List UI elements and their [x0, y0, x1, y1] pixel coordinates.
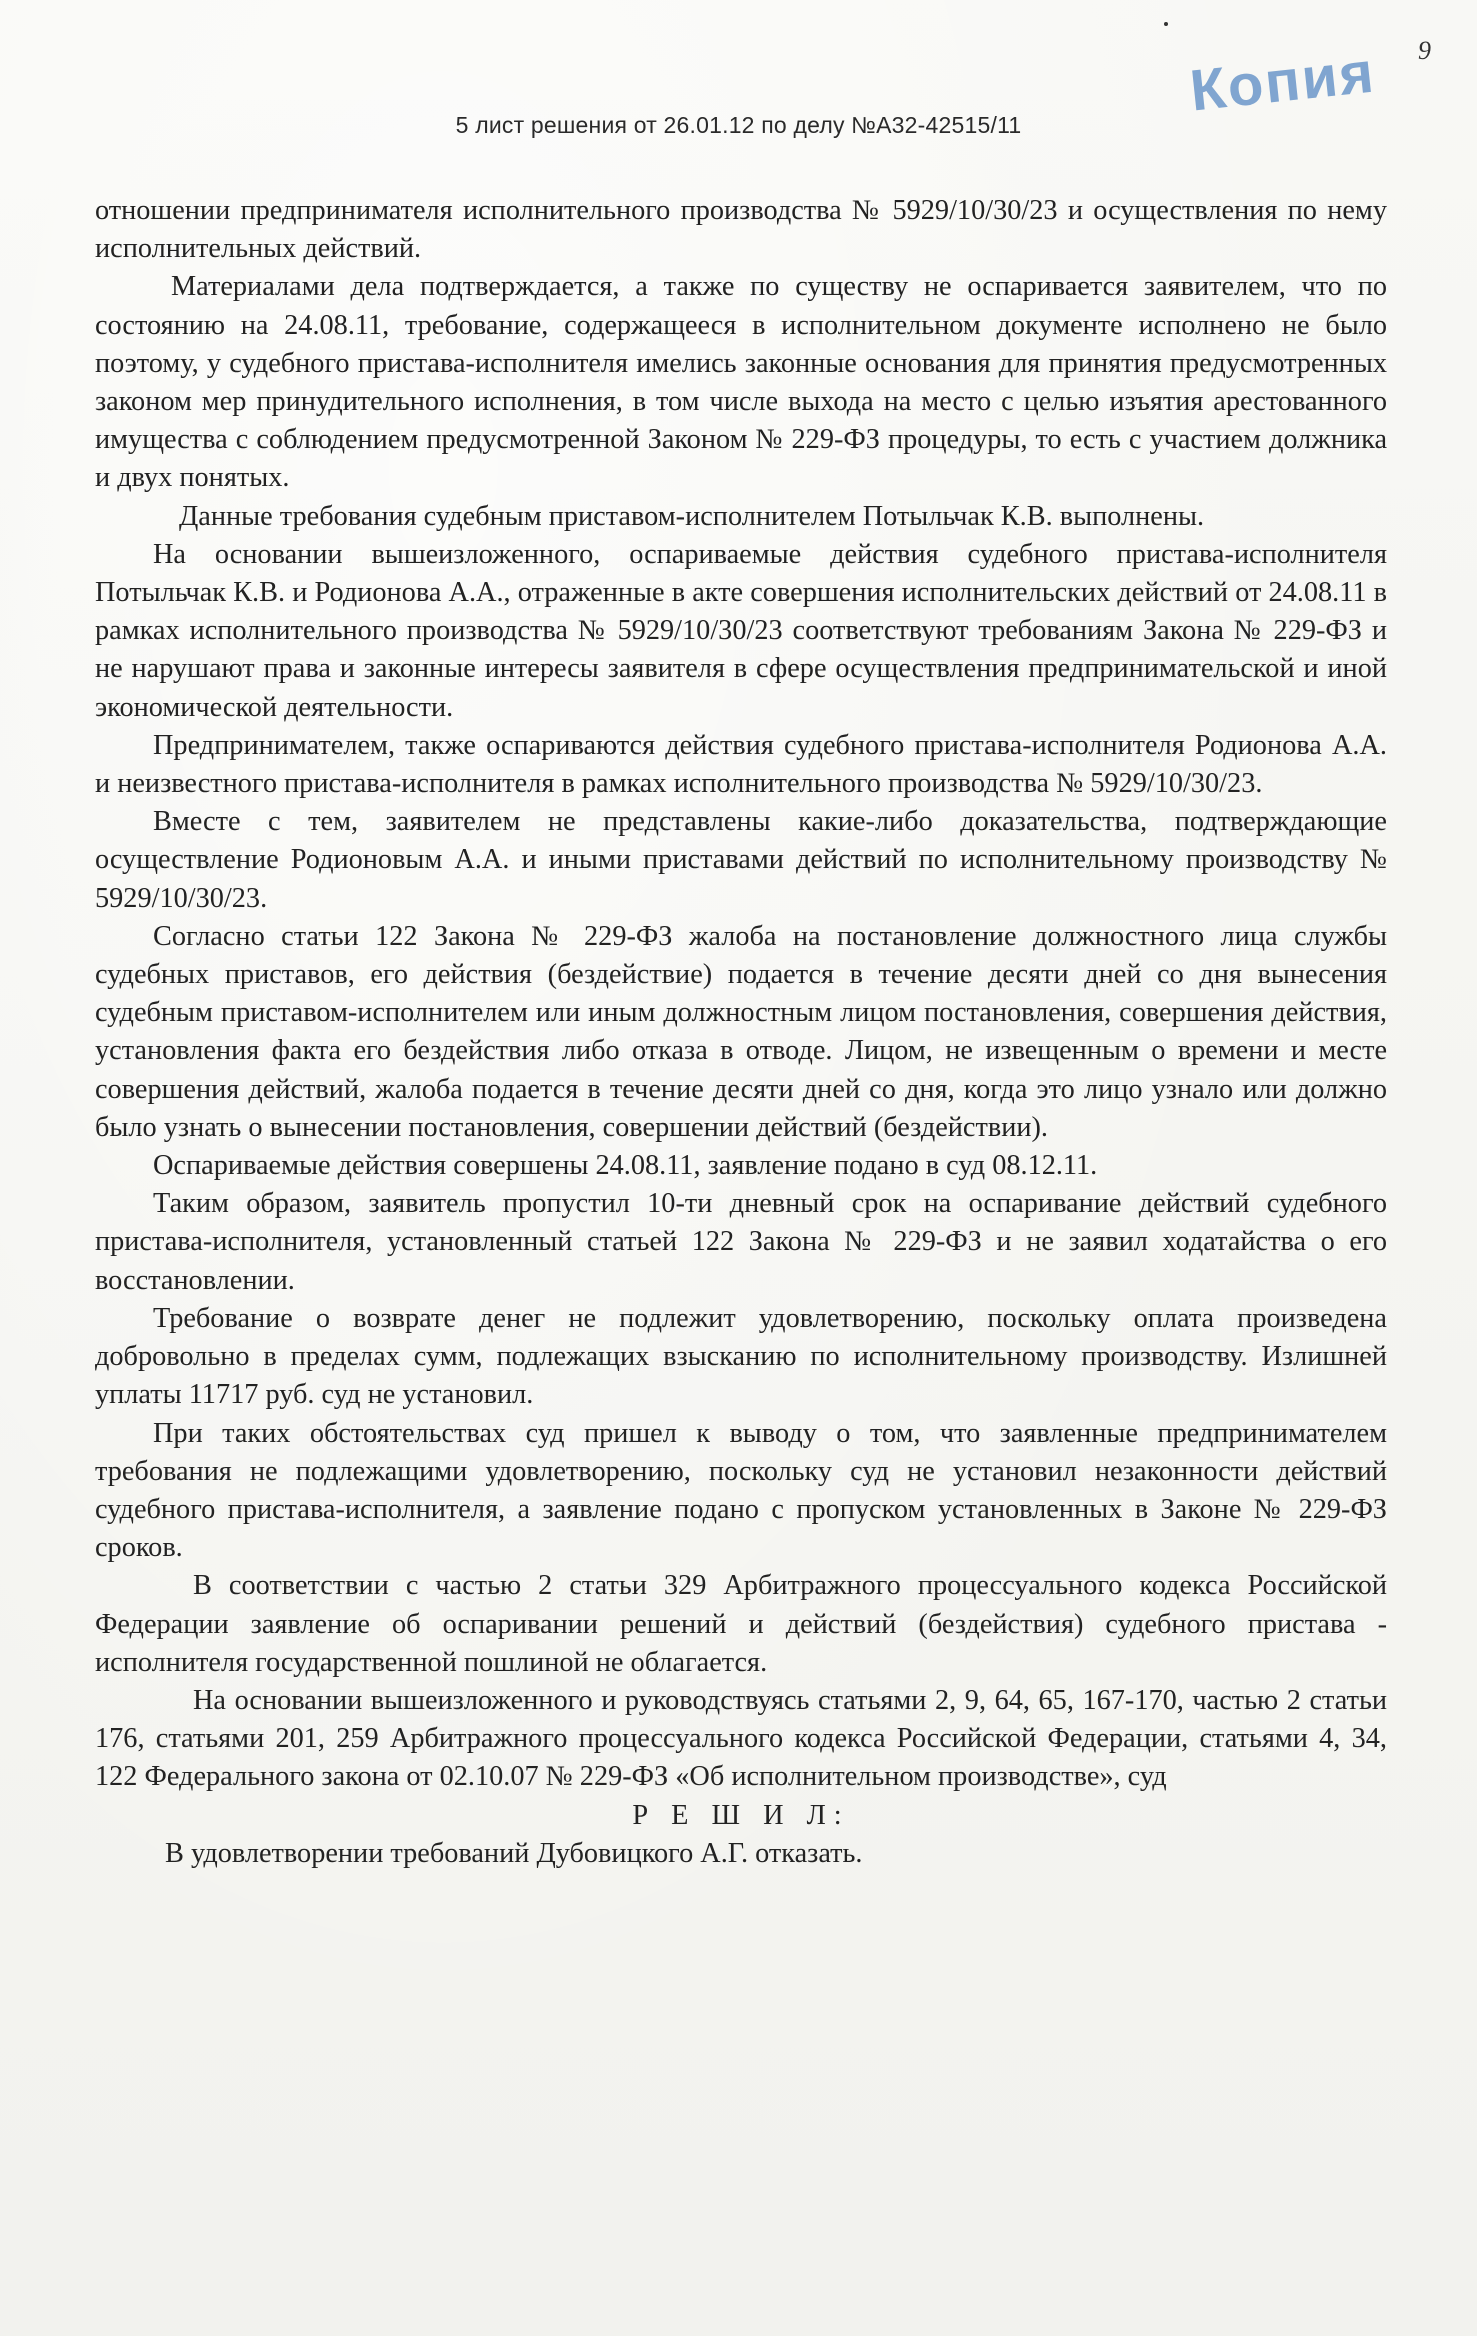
paragraph-requirements-fulfilled: Данные требования судебным приставом-исполнителем Потыльчак К.В. выполнены.: [179, 500, 1205, 532]
paragraph-missed-deadline: Таким образом, заявитель пропустил 10-ти дневный срок на оспаривание действий судебного пристава-исполнителя, установленный статьей 122 Закона № 229-ФЗ и не заявил ходатайства о его восстановлении.: [95, 1188, 1387, 1296]
paragraph-state-duty: В соответствии с частью 2 статьи 329 Арбитражного процессуального кодекса Российской Федерации заявление об оспаривании решений и действий (бездействия) судебного пристава - исполнителя государственной пошлиной не облагается.: [95, 1570, 1387, 1678]
paragraph-dates: Оспариваемые действия совершены 24.08.11, заявление подано в суд 08.12.11.: [153, 1150, 1098, 1182]
copy-stamp: Копия: [1187, 39, 1379, 124]
paragraph-court-findings: При таких обстоятельствах суд пришел к выводу о том, что заявленные предпринимателем требования не подлежащими удовлетворению, поскольку суд не установил незаконности действий судебного пристава-исполнителя, а заявление подано с пропуском установленных в Законе № 229-ФЗ сроков.: [95, 1417, 1387, 1564]
paragraph-materials: Материалами дела подтверждается, а также по существу не оспаривается заявителем, что по состоянию на 24.08.11, требование, содержащееся в исполнительном документе исполнено не было поэтому, у судебного пристава-исполнителя имелись законные основания для принятия предусмотренных законом мер принудительного исполнения, в том числе выхода на место с целью изъятия арестованного имущества с соблюдением предусмотренной Законом № 229-ФЗ процедуры, то есть с участием должника и двух понятых.: [95, 271, 1387, 494]
paragraph-refund-request: Требование о возврате денег не подлежит удовлетворению, поскольку оплата произведена добровольно в пределах сумм, подлежащих взысканию по исполнительному производству. Излишней уплаты 11717 руб. суд не установил.: [95, 1302, 1387, 1411]
document-body: [95, 192, 1387, 1873]
page-header: 5 лист решения от 26.01.12 по делу №А32-42515/11: [455, 112, 1022, 138]
paragraph-continuation: отношении предпринимателя исполнительного производства № 5929/10/30/23 и осуществления по нему исполнительных действий.: [95, 195, 1387, 265]
decision-heading: Р Е Ш И Л:: [632, 1799, 850, 1831]
paragraph-legal-basis: На основании вышеизложенного и руководствуясь статьями 2, 9, 64, 65, 167-170, частью 2 статьи 176, статьями 201, 259 Арбитражного процессуального кодекса Российской Федерации, статьями 4, 34, 122 Федерального закона от 02.10.07 № 229-ФЗ «Об исполнительном производстве», суд: [95, 1684, 1387, 1793]
paragraph-contested-actions: Предпринимателем, также оспариваются действия судебного пристава-исполнителя Родионова А.А. и неизвестного пристава-исполнителя в рамках исполнительного производства № 5929/10/30/23.: [95, 729, 1387, 800]
paragraph-article-122: Согласно статьи 122 Закона № 229-ФЗ жалоба на постановление должностного лица службы судебных приставов, его действия (бездействие) подается в течение десяти дней со дня вынесения судебным приставом-исполнителем или иным должностным лицом постановления, совершения действия, установления факта его бездействия либо отказа в отводе. Лицом, не извещенным о времени и месте совершения действий, жалоба подается в течение десяти дней со дня, когда это лицо узнало или должно было узнать о вынесении постановления, совершении действий (бездействии).: [95, 920, 1387, 1143]
decision-text: В удовлетворении требований Дубовицкого А.Г. отказать.: [165, 1837, 863, 1869]
paragraph-no-evidence: Вместе с тем, заявителем не представлены какие-либо доказательства, подтверждающие осуществление Родионовым А.А. и иными приставами действий по исполнительному производству № 5929/10/30/23.: [95, 806, 1387, 914]
paragraph-conclusion-actions: На основании вышеизложенного, оспариваемые действия судебного пристава-исполнителя Потыльчак К.В. и Родионова А.А., отраженные в акте совершения исполнительских действий от 24.08.11 в рамках исполнительного производства № 5929/10/30/23 соответствуют требованиям Закона № 229-ФЗ и не нарушают права и законные интересы заявителя в сфере осуществления предпринимательской и иной экономической деятельности.: [95, 538, 1387, 723]
scan-speck: [1164, 22, 1168, 26]
handwritten-page-number: 9: [1418, 36, 1431, 65]
